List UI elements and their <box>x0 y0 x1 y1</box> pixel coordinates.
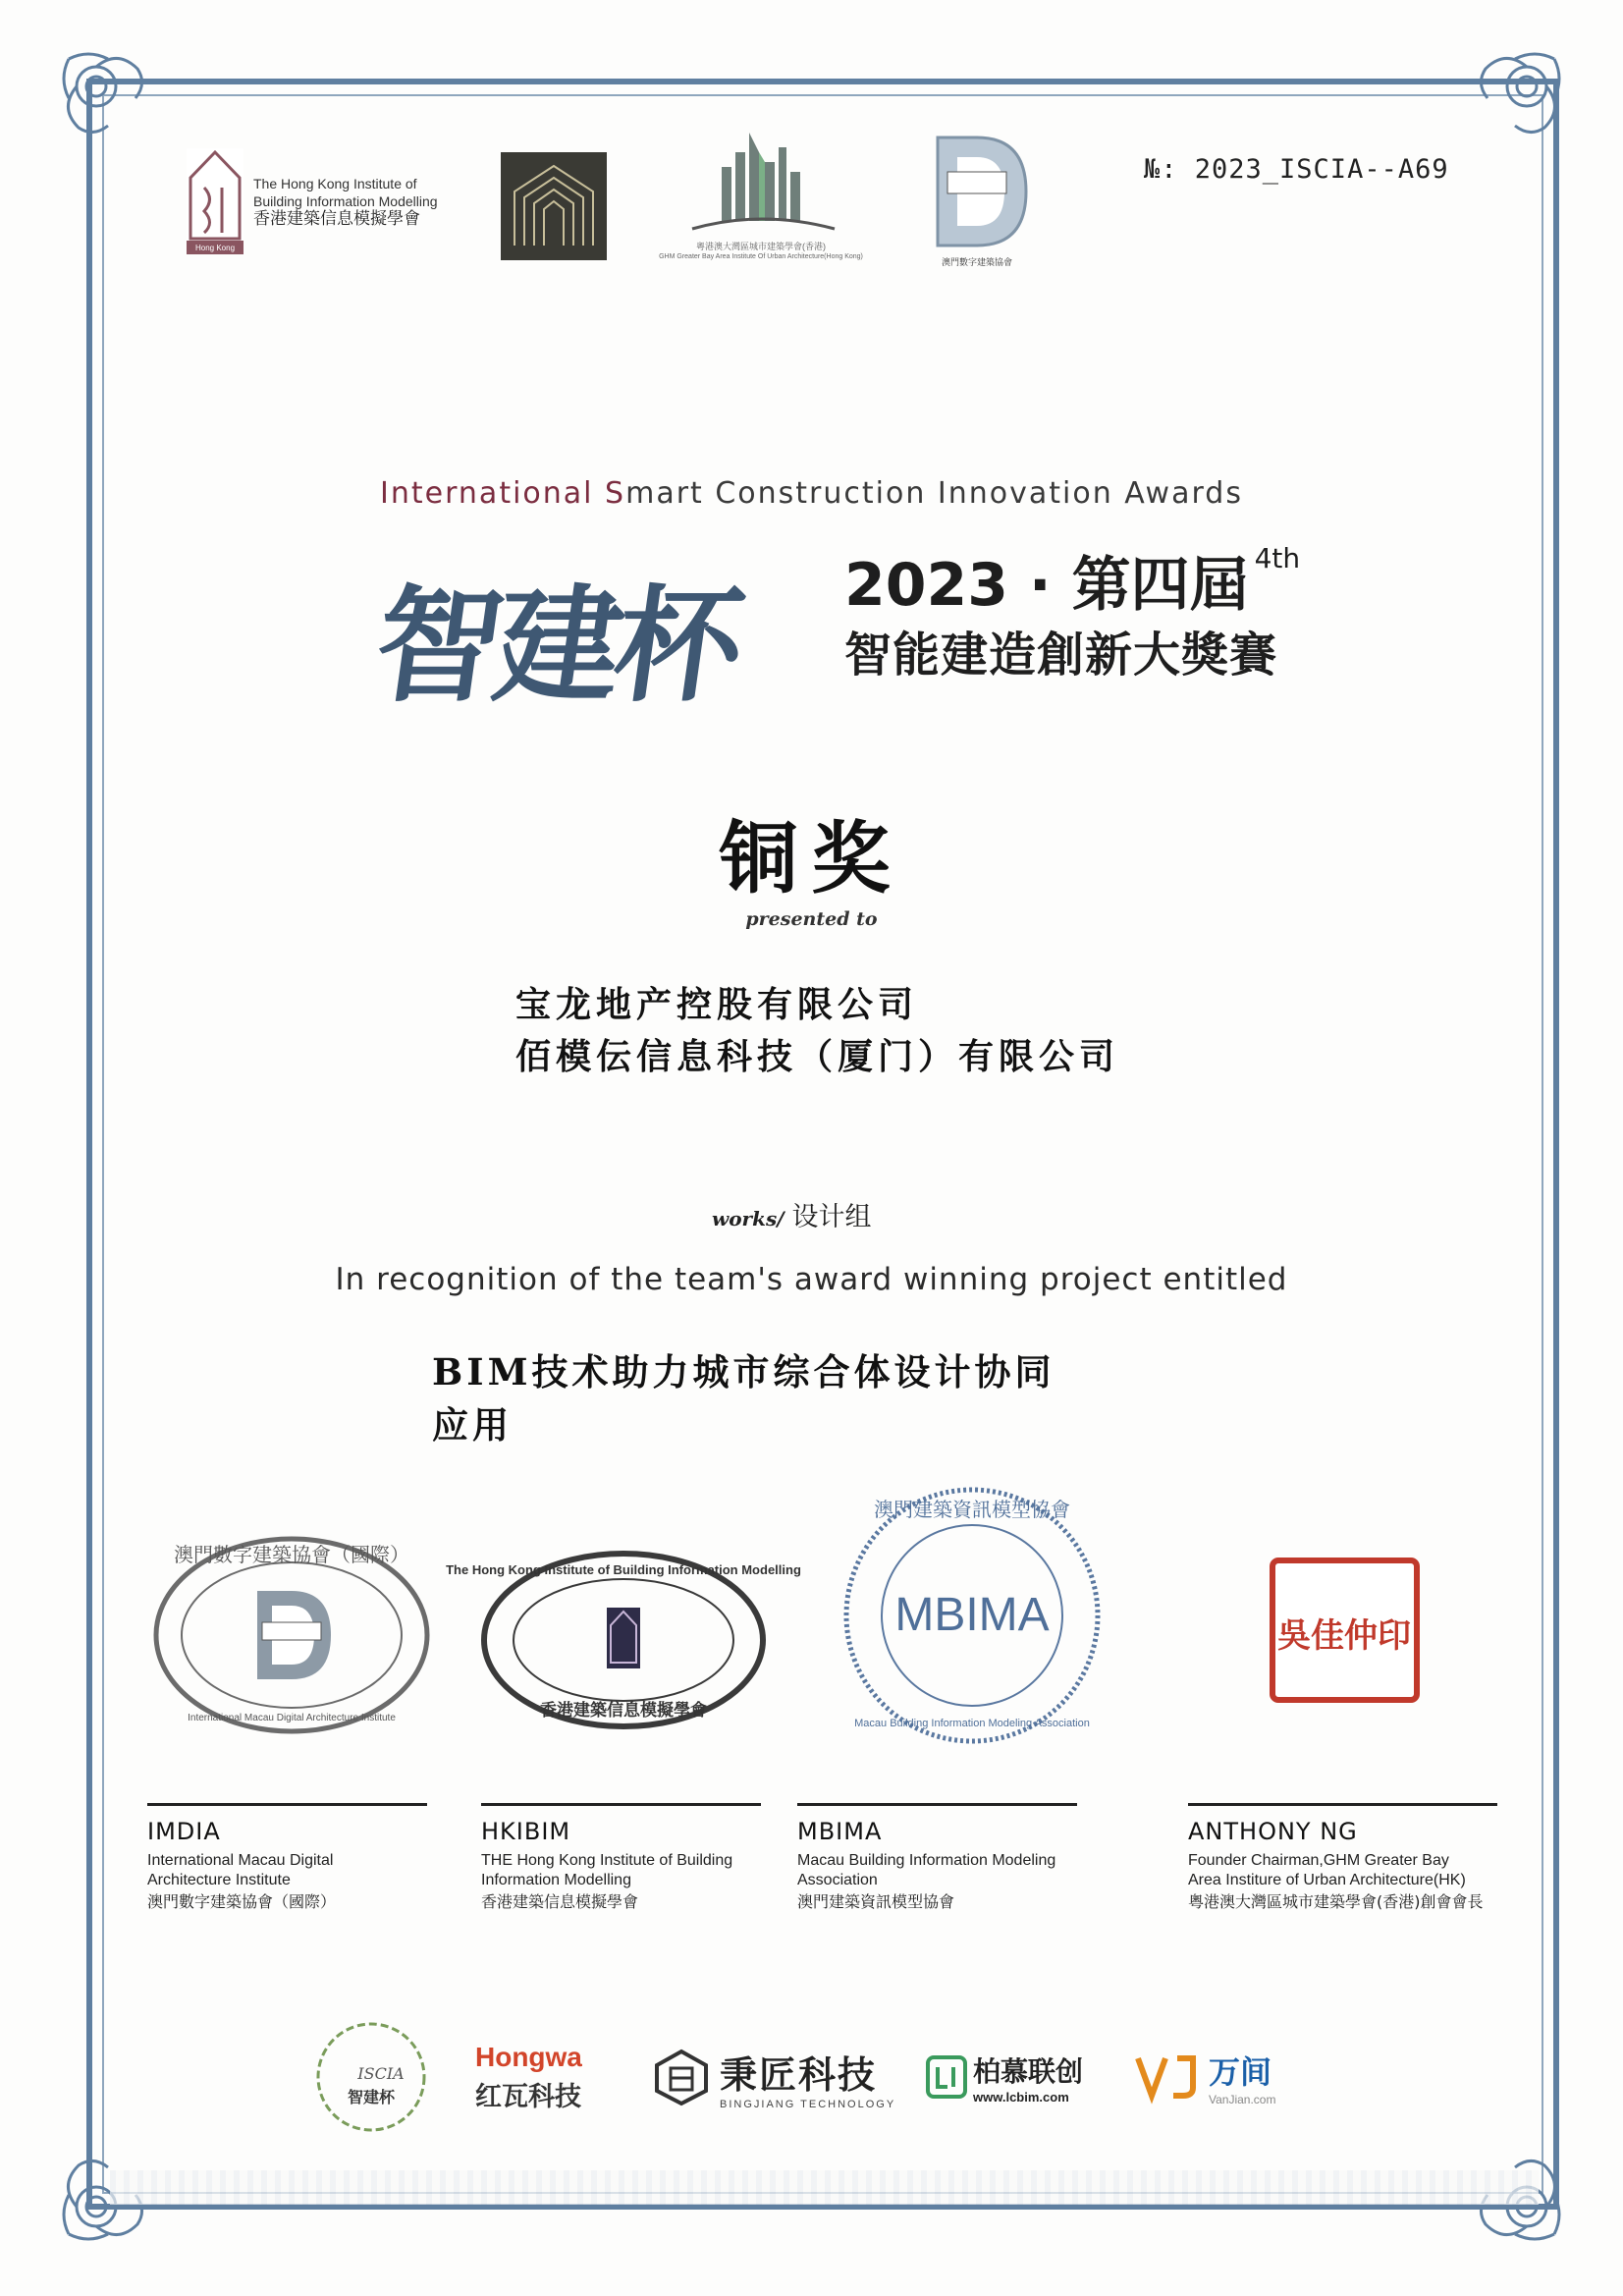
signatory-en-1: Founder Chairman,GHM Greater Bay <box>1188 1852 1449 1869</box>
mbima-seal-center: MBIMA <box>894 1589 1050 1641</box>
project-title <box>432 1345 1237 1451</box>
baimu-mark-icon <box>926 2055 967 2099</box>
mbima-seal-ring-en: Macau Building Information Modeling Association <box>854 1718 1090 1729</box>
baimu-url: www.lcbim.com <box>973 2089 1069 2105</box>
signature-line <box>481 1803 761 1806</box>
iscia-text: ISCIA <box>357 2064 405 2083</box>
certificate-number: №: 2023_ISCIA--A69 <box>1144 154 1449 185</box>
award-english-title <box>0 476 1623 511</box>
recipient-company-1: 宝龙地产控股有限公司 <box>515 984 919 1025</box>
works-label: works/ <box>712 1207 784 1230</box>
imdia-line1: 澳門數字建築協會 <box>941 258 1012 268</box>
edition-text: 2023 · 第四屆 <box>844 551 1249 620</box>
signatory-en-2: Architecture Institute <box>147 1872 291 1888</box>
project-title-line2: 应用 <box>432 1403 513 1447</box>
hongwa-zh: 红瓦科技 <box>475 2081 581 2112</box>
hkibim-seal <box>446 1547 801 1733</box>
hkibim-tag: Hong Kong <box>194 244 236 252</box>
imdia-seal <box>149 1532 434 1738</box>
imdia-seal-ring: 澳門數字建築協會（國際） <box>174 1543 409 1566</box>
signatory-zh: 澳門數字建築協會（國際） <box>147 1892 337 1911</box>
bingjiang-mark-icon <box>653 2049 710 2105</box>
signatory-zh: 粵港澳大灣區城市建築學會(香港)創會會長 <box>1188 1892 1484 1911</box>
signature-line <box>797 1803 1077 1806</box>
arch-gate-logo <box>501 152 607 260</box>
hkibim-line3: 香港建築信息模擬學會 <box>253 209 420 228</box>
signatory-en-2: Information Modelling <box>481 1872 631 1888</box>
iscia-logo <box>312 2013 430 2141</box>
skyline-watermark <box>110 2170 1539 2205</box>
hongwa-en: Hongwa <box>475 2041 582 2072</box>
signature-line <box>147 1803 427 1806</box>
personal-seal-text: 吳佳仲印 <box>1277 1616 1411 1656</box>
signatory-en-1: International Macau Digital <box>147 1852 334 1869</box>
signatory-name: HKIBIM <box>481 1818 571 1845</box>
signatory-en-2: Area Institure of Urban Architecture(HK) <box>1188 1872 1466 1888</box>
vanjian-mark-icon <box>1134 2052 1203 2102</box>
signatory-zh: 香港建築信息模擬學會 <box>481 1892 639 1911</box>
corner-ornament-icon <box>49 39 157 147</box>
signatory-zh: 澳門建築資訊模型協會 <box>797 1892 955 1911</box>
edition-title <box>844 538 1300 623</box>
signature-line <box>1188 1803 1497 1806</box>
baimu-logo <box>926 2013 1083 2141</box>
works-line <box>712 1195 872 1233</box>
prize-title: 铜奖 <box>719 812 904 904</box>
competition-title: 智能建造創新大獎賽 <box>844 628 1278 683</box>
award-english-title-a: International S <box>380 476 626 511</box>
hkibim-seal-ring: The Hong Kong Institute of Building Information Modelling <box>446 1562 801 1577</box>
ghm-line2: GHM Greater Bay Area Institute Of Urban Architecture(Hong Kong) <box>659 253 863 260</box>
vanjian-zh: 万间 <box>1209 2053 1272 2091</box>
mbima-seal-ring: 澳門建築資訊模型協會 <box>874 1498 1070 1521</box>
bingjiang-en: BINGJIANG TECHNOLOGY <box>720 2098 896 2110</box>
recognition-text: In recognition of the team's award winning project entitled <box>335 1262 1288 1297</box>
vanjian-logo <box>1134 2013 1275 2141</box>
bingjiang-zh: 秉匠科技 <box>720 2052 878 2097</box>
signatory-en-1: THE Hong Kong Institute of Building <box>481 1852 733 1869</box>
hkibim-line2: Building Information Modelling <box>253 193 438 209</box>
signatory-mbima <box>797 1803 1092 1914</box>
vanjian-url: VanJian.com <box>1209 2093 1276 2106</box>
hkibim-logo <box>187 147 471 255</box>
signatory-name: MBIMA <box>797 1818 883 1845</box>
presented-to-label: presented to <box>745 908 878 930</box>
personal-seal <box>1269 1557 1421 1704</box>
signatory-en-1: Macau Building Information Modeling Association <box>797 1852 1056 1888</box>
ghm-line1: 粵港澳大灣區城市建築學會(香港) <box>696 242 826 251</box>
award-english-title-b: mart Construction Innovation Awards <box>625 476 1243 511</box>
ghm-logo <box>648 123 874 280</box>
imdia-seal-ring-en: International Macau Digital Architecture Institute <box>188 1713 396 1723</box>
iscia-zh: 智建杯 <box>347 2088 396 2106</box>
edition-sup: 4th <box>1254 542 1301 574</box>
works-value: 设计组 <box>791 1202 872 1232</box>
mbima-seal <box>839 1483 1105 1748</box>
signatory-name: ANTHONY NG <box>1188 1818 1358 1845</box>
hongwa-logo <box>475 2013 582 2141</box>
bingjiang-logo <box>653 2013 895 2141</box>
hkibim-seal-ring-zh: 香港建築信息模擬學會 <box>540 1701 707 1721</box>
imdia-logo <box>913 128 1041 275</box>
signatory-anthony-ng <box>1188 1803 1502 1914</box>
baimu-zh: 柏慕联创 <box>973 2054 1084 2088</box>
hkibim-mark-icon <box>187 148 243 254</box>
signatory-name: IMDIA <box>147 1818 221 1845</box>
project-title-line1: BIM技术助力城市综合体设计协同 <box>432 1350 1055 1394</box>
corner-ornament-icon <box>1466 39 1574 147</box>
recipient-company-2: 佰模伝信息科技（厦门）有限公司 <box>515 1036 1120 1077</box>
hkibim-line1: The Hong Kong Institute of <box>253 176 417 191</box>
signatory-hkibim <box>481 1803 776 1914</box>
calligraphy-title: 智建杯 <box>365 573 747 720</box>
signatory-imdia <box>147 1803 442 1914</box>
